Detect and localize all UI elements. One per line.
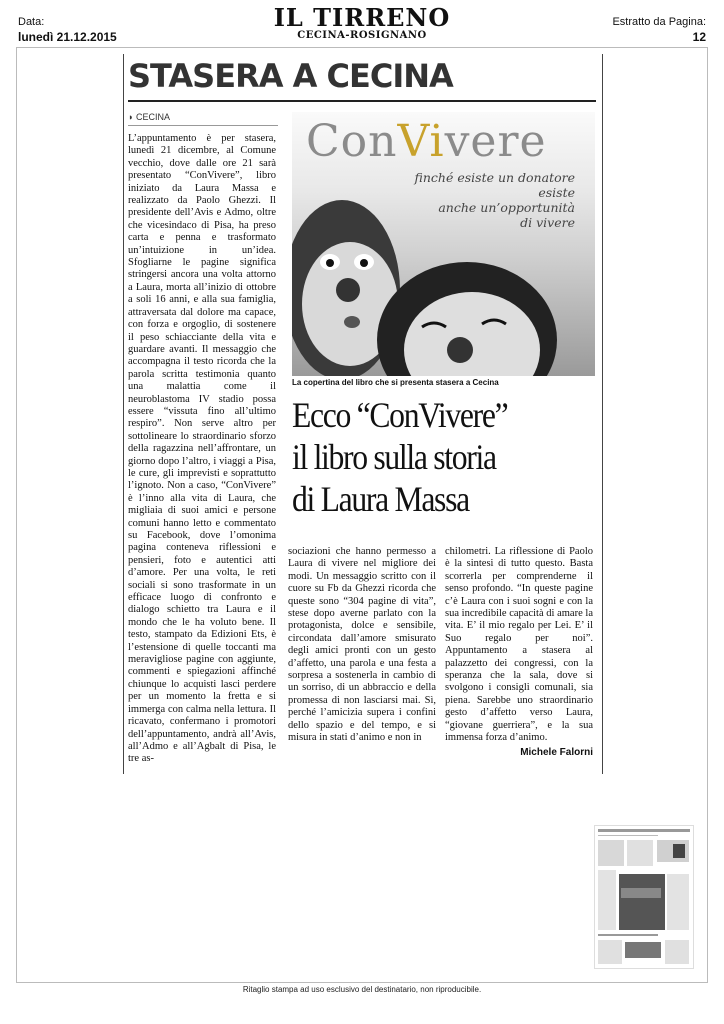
photo-caption: La copertina del libro che si presenta stasera a Cecina <box>292 378 499 387</box>
photo-illustration <box>292 112 595 376</box>
article-column-2: sociazioni che hanno permesso a Laura di vivere nel migliore dei modi. Un messaggio scritto con il cuore su Fb da Ghezzi ricorda che queste sono “304 pagine di vita”, stese dopo averne parlato con la protagonista, dolce e sensibile, circondata dall’amore smisurato degli amici pronti con un gesto d’affetto, una parola e una festa a sorpresa a sostenerla in cambio di un sorriso, di un abbraccio e della promessa di non lasciarsi mai. Sì, perché l’amicizia supera i confini dello spazio e del tempo, e si misura in stati d’animo e non in <box>288 546 436 744</box>
author-signature: Michele Falorni <box>520 746 593 758</box>
headline-line-2: il libro sulla storia <box>292 437 496 477</box>
headline-line-3: di Laura Massa <box>292 479 469 519</box>
date-label: Data: <box>18 16 45 28</box>
page-label: Estratto da Pagina: <box>612 16 706 28</box>
newspaper-name: IL TIRRENO <box>273 3 451 32</box>
book-logo: ConVivere <box>306 116 547 167</box>
kicker-rule <box>128 125 278 126</box>
title-rule <box>128 100 596 102</box>
article-column-1: L’appuntamento è per stasera, lunedì 21 dicembre, al Comune vecchio, dove dalle ore 21 sarà presentato “ConVivere”, libro iniziato da Laura Massa e realizzato da Paolo Ghezzi. Il presidente dell’Avis e Admo, oltre che vicesindaco di Pisa, ha preso carta e penna e trasformato un’intuizione in un’idea. Sfogliarne le pagine significa stringersi ancora una volta attorno a Laura, morta all’inizio di ottobre a soli 16 anni, e alla sua famiglia, attraversata dal dolore ma capace, con forza e orgoglio, di sostenere il peso schiacciante della vita e guardare avanti. Il messaggio che accompagna il testo ricorda che la parola scritta testimonia quanto una malattia come il neuroblastoma IV stadio possa essere “vissuta fino all’ultimo respiro”. Non serve altro per sottolineare lo straordinario sforzo della ragazzina nell’affrontare, un giorno dopo l’altro, i viaggi a Pisa, le cure, gli imprevisti e soprattutto l’ignoto. Non a caso, “ConVivere” è l’inno alla vita di Laura, che migliaia di suoi amici e persone comuni hanno letto e commentato su Facebook, dove l’omonima pagina conteneva riflessioni e pensieri, foto e autentici atti d’amore. Per una volta, le reti sociali si sono trasformate in un efficace luogo di confronto e dialogo schietto tra Laura e il mondo che le ha voluto bene. Il testo, stampato da Edizioni Ets, è l’estensione di quelle toccanti ma meravigliose pagine con aggiunte, commenti e spiegazioni affinché chiunque lo acquisti lasci perdere per un momento la fretta e si immerga con calma nella lettura. Il ricavato, confermano i promotori dell’appuntamento, andrà all’Avis, all’Admo e all’Agbalt di Pisa, le tre as- <box>128 133 276 765</box>
headline <box>292 394 559 520</box>
date-value: lunedì 21.12.2015 <box>18 30 117 44</box>
book-cover-photo <box>292 112 595 376</box>
article-column-3 <box>445 546 593 759</box>
kicker-label: CECINA <box>135 112 170 122</box>
newspaper-edition: CECINA-ROSIGNANO <box>297 30 427 41</box>
headline-line-1: Ecco “ConVivere” <box>292 395 508 435</box>
page-thumbnail-image <box>595 826 693 968</box>
page-number: 12 <box>692 30 706 44</box>
book-tagline: finché esiste un donatore esiste anche un’opportunità di vivere <box>414 170 575 230</box>
kicker <box>128 112 170 122</box>
page-thumbnail <box>594 825 694 969</box>
section-title: STASERA A CECINA <box>128 57 453 95</box>
reproduction-notice: Ritaglio stampa ad uso esclusivo del destinatario, non riproducibile. <box>242 985 482 994</box>
article-column-3-text: chilometri. La riflessione di Paolo è la sintesi di tutto questo. Basta scorrerla per comprenderne il senso profondo. “In queste pagine c’è Laura con i suoi sogni e con la sua incredibile capacità di amare la vita. E’ il mio regalo per Lei. E’ il Suo regalo per noi”. Appuntamento a stasera al palazzetto dei congressi, con la speranza che la sala, dove si svolgono i consigli comunali, sia piena. Sarebbe uno straordinario gesto d’affetto verso Laura, “giovane guerriera”, e la sua immensa forza d’animo. <box>445 546 593 744</box>
kicker-marker-icon: ◗ <box>128 112 134 122</box>
clip-page <box>612 16 706 44</box>
